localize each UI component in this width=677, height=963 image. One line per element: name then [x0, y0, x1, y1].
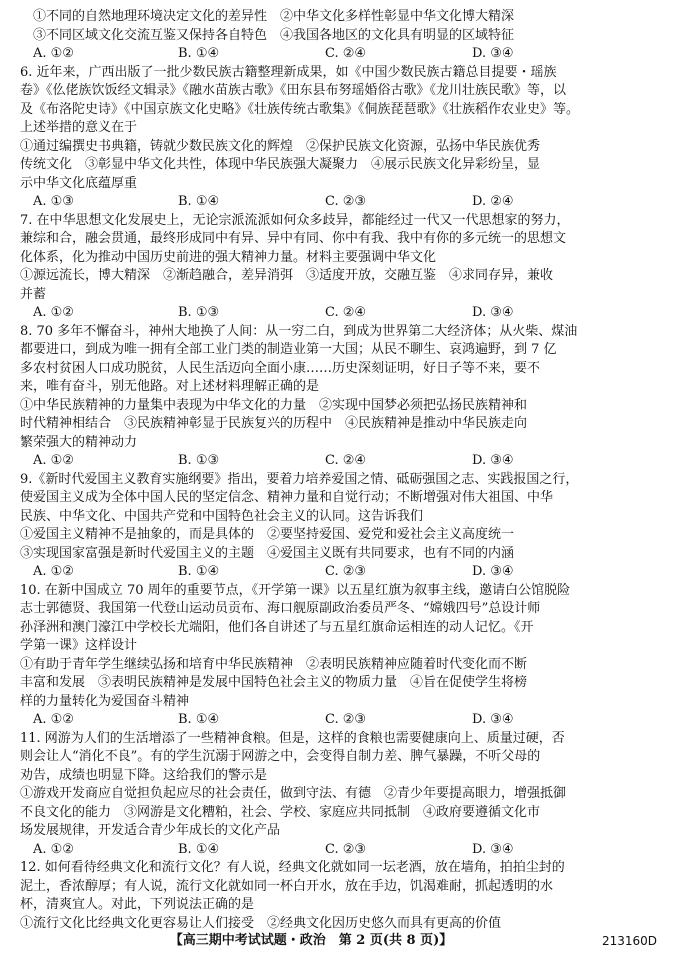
answer-choices [20, 452, 657, 471]
question-stem: 6. 近年来，广西出版了一批少数民族古籍整理新成果，如《中国少数民族古籍总目提要・瑶族 [20, 64, 557, 80]
choice-d: D. ③④ [472, 46, 514, 61]
question-stem: 7. 在中华思想文化发展史上，无论宗派流派如何众多歧异，都能经过一代又一代思想家的努力， [20, 212, 570, 228]
choice-c: C. ②③ [325, 564, 367, 579]
question-8 [20, 323, 657, 471]
answer-choices [20, 841, 657, 860]
question-stem: 化体系，化为推动中国历史前进的强大精神力量。材料主要强调中华文化 [20, 249, 437, 265]
question-stem: 卷》《仫佬族饮饭经文辑录》《融水苗族古歌》《田东县布努瑶婚俗古歌》《龙川壮族民歌》等，以 [20, 83, 567, 98]
answer-choices [20, 711, 657, 730]
question-11 [20, 730, 657, 860]
choice-a: A. ①③ [33, 194, 74, 209]
choice-d: D. ③④ [472, 712, 514, 727]
answer-choices [20, 45, 657, 64]
option-line: 样的力量转化为爱国奋斗精神 [20, 693, 190, 709]
question-stem: 孙泽洲和澳门濠江中学校长尤端阳，他们各自讲述了与五星红旗命运相连的动人记忆。《开 [20, 619, 534, 635]
question-stem: 民族、中华文化、中国共产党和中国特色社会主义的认同。这告诉我们 [20, 508, 424, 524]
question-stem: 10. 在新中国成立 70 周年的重要节点，《开学第一课》以五星红旗为叙事主线，邀请白公馆脱险 [20, 582, 571, 598]
question-stem: 及《布洛陀史诗》《中国京族文化史略》《壮族传统古歌集》《侗族琵琶歌》《壮族稻作农业史》等。 [20, 101, 580, 117]
choice-c: C. ②③ [325, 841, 367, 857]
choice-d: D. ③④ [472, 841, 514, 857]
question-stem: 11. 网游为人们的生活增添了一些精神食粮。但是，这样的食粮也需要健康向上、质量过硬，否 [20, 730, 565, 746]
choice-d: D. ③④ [472, 453, 514, 468]
option-line: ①中华民族精神的力量集中表现为中华文化的力量 ②实现中国梦必须把弘扬民族精神和 [20, 397, 528, 413]
answer-choices [20, 193, 657, 212]
footer-page-info: 【高三期中考试试题・政治 第 2 页(共 8 页)】 [169, 933, 453, 948]
choice-a: A. ①② [33, 841, 74, 857]
option-line: ①流行文化比经典文化更容易让人们接受 ②经典文化因历史悠久而具有更高的价值 [20, 915, 502, 931]
question-stem: 学第一课》这样设计 [20, 638, 138, 653]
question-stem: 劝告，成绩也明显下降。这给我们的警示是 [20, 767, 268, 783]
option-line: 传统文化 ③彰显中华文化共性，体现中华民族强大凝聚力 ④展示民族文化异彩纷呈，显 [20, 157, 541, 172]
question-stem: 来，唯有奋斗，别无他路。对上述材料理解正确的是 [20, 379, 320, 394]
choice-b: B. ①④ [178, 564, 220, 579]
choice-a: A. ①② [33, 46, 74, 61]
option-line: ①游戏开发商应自觉担负起应尽的社会责任，做到守法、有德 ②青少年要提高眼力，增强抵御 [20, 786, 567, 801]
option-line: 示中华文化底蕴厚重 [20, 175, 138, 191]
choice-b: B. ①④ [178, 46, 220, 61]
question-10 [20, 582, 657, 730]
question-stem: 上述举措的意义在于 [20, 120, 138, 135]
choice-b: B. ①④ [178, 841, 220, 857]
option-line: 丰富和发展 ③表明民族精神是发展中国特色社会主义的物质力量 ④旨在促使学生将榜 [20, 675, 528, 690]
choice-c: C. ②④ [325, 453, 367, 468]
option-line: ①爱国主义精神不是抽象的，而是具体的 ②要坚持爱国、爱党和爱社会主义高度统一 [20, 527, 515, 542]
question-stem: 志士郭德贤、我国第一代登山运动员贡布、海口舰原副政治委员严冬、“嫦娥四号”总设计师 [20, 601, 541, 616]
choice-b: B. ①③ [178, 453, 220, 468]
choice-d: D. ②④ [472, 194, 514, 209]
question-12 [20, 859, 657, 933]
question-7 [20, 212, 657, 323]
question-stem: 则会让人“消化不良”。有的学生沉溺于网游之中，会变得自制力差、脾气暴躁，不听父母的 [20, 749, 541, 764]
option-line: 并蓄 [20, 286, 47, 302]
choice-d: D. ③④ [472, 564, 514, 579]
choice-a: A. ①② [33, 305, 74, 320]
question-stem: 使爱国主义成为全体中国人民的坚定信念、精神力量和自觉行动；不断增强对伟大祖国、中华 [20, 490, 554, 505]
answer-choices [20, 304, 657, 323]
page-footer [20, 932, 657, 951]
option-line: 繁荣强大的精神动力 [20, 434, 138, 450]
choice-c: C. ②③ [325, 194, 367, 209]
footer-exam-code: 213160D [601, 934, 657, 948]
option-line: ①有助于青年学生继续弘扬和培育中华民族精神 ②表明民族精神应随着时代变化而不断 [20, 656, 528, 672]
question-stem: 兼综和合，融会贯通，最终形成同中有异、异中有同、你中有我、我中有你的多元统一的思想文 [20, 231, 567, 246]
question-stem: 杯，清爽宜人。对此，下列说法正确的是 [20, 897, 255, 912]
choice-c: C. ②④ [325, 305, 367, 320]
question-stem: 都要进口，到成为唯一拥有全部工业门类的制造业第一大国；从民不聊生、哀鸿遍野，到 7 亿 [20, 342, 557, 357]
option-line: 时代精神相结合 ③民族精神彰显于民族复兴的历程中 ④民族精神是推动中华民族走向 [20, 416, 528, 431]
choice-d: D. ③④ [472, 305, 514, 320]
question-6 [20, 64, 657, 212]
option-line: ①源远流长，博大精深 ②渐趋融合，差异消弭 ③适度开放，交融互鉴 ④求同存异，兼收 [20, 268, 554, 283]
option-line: ③实现国家富强是新时代爱国主义的主题 ④爱国主义既有共同要求，也有不同的内涵 [20, 545, 515, 561]
question-stem: 8. 70 多年不懈奋斗，神州大地换了人间：从一穷二白，到成为世界第二大经济体；从火柴、煤油 [20, 323, 578, 339]
question-stem: 泥土，香浓醇厚；有人说，流行文化就如同一杯白开水，放在手边，饥渴难耐，抓起透明的水 [20, 878, 554, 894]
question-5-tail [20, 8, 657, 64]
option-line: ③不同区域文化交流互鉴又保持各自特色 ④我国各地区的文化具有明显的区域特征 [33, 27, 515, 43]
question-9 [20, 471, 657, 582]
choice-a: A. ①② [33, 564, 74, 579]
choice-c: C. ②④ [325, 46, 367, 61]
option-line: 不良文化的能力 ③网游是文化糟粕，社会、学校、家庭应共同抵制 ④政府要遵循文化市 [20, 804, 541, 820]
choice-b: B. ①③ [178, 305, 220, 320]
option-line: ①通过编撰史书典籍，铸就少数民族文化的辉煌 ②保护民族文化资源，弘扬中华民族优秀 [20, 138, 541, 154]
choice-b: B. ①④ [178, 194, 220, 209]
option-line: ①不同的自然地理环境决定文化的差异性 ②中华文化多样性彰显中华文化博大精深 [33, 9, 515, 24]
choice-b: B. ①④ [178, 712, 220, 727]
question-stem: 9.《新时代爱国主义教育实施纲要》指出，要着力培养爱国之情、砥砺强国之志、实践报国之行， [20, 471, 579, 487]
choice-a: A. ①② [33, 453, 74, 468]
choice-a: A. ①② [33, 712, 74, 727]
question-stem: 12. 如何看待经典文化和流行文化？有人说，经典文化就如同一坛老酒，放在墙角，拍拍尘封的 [20, 860, 565, 875]
option-line: 场发展规律，开发适合青少年成长的文化产品 [20, 823, 281, 838]
answer-choices [20, 563, 657, 582]
choice-c: C. ②③ [325, 712, 367, 727]
question-stem: 多农村贫困人口成功脱贫，人民生活迈向全面小康……历史深刻证明，好日子等不来，要不 [20, 360, 541, 376]
